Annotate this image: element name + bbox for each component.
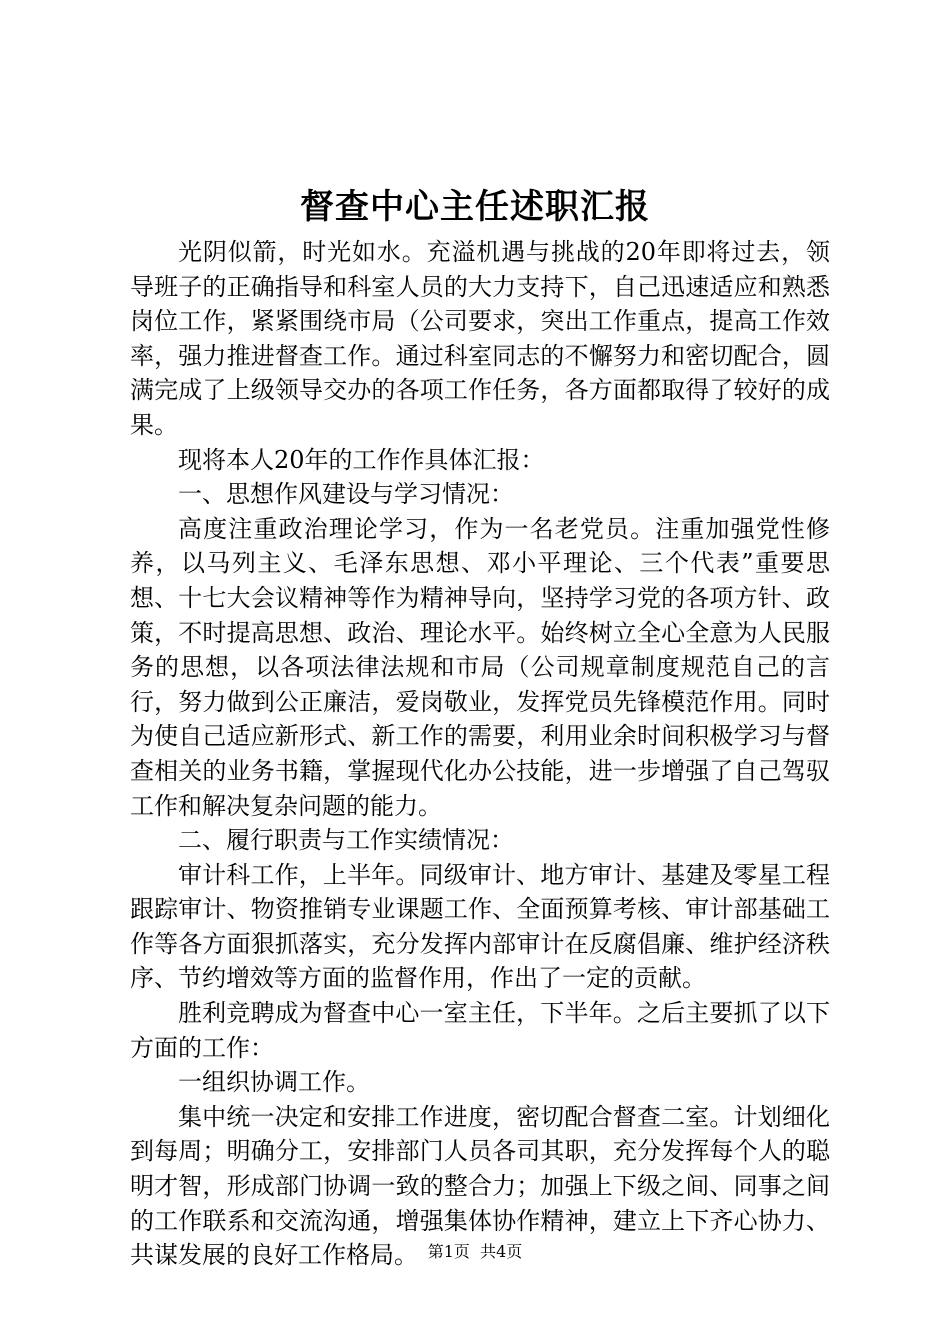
paragraph-study: 高度注重政治理论学习，作为一名老党员。注重加强党性修养，以马列主义、毛泽东思想、邓小平理论、三个代表”重要思想、十七大会议精神等作为精神导向，坚持学习党的各项方针、政策，不时提高思想、政治、理论水平。始终树立全心全意为人民服务的思想，以各项法律法规和市局（公司规章制度规范自己的言行，努力做到公正廉洁，爱岗敬业，发挥党员先锋模范作用。同时为使自己适应新形式、新工作的需要，利用业余时间积极学习与督查相关的业务书籍，掌握现代化办公技能，进一步增强了自己驾驭工作和解决复杂问题的能力。 bbox=[130, 514, 830, 820]
paragraph-intro: 光阴似箭，时光如水。充溢机遇与挑战的20年即将过去，领导班子的正确指导和科室人员的大力支持下，自己迅速适应和熟悉岗位工作，紧紧围绕市局（公司要求，突出工作重点，提高工作效率，强力推进督查工作。通过科室同志的不懈努力和密切配合，圆满完成了上级领导交办的各项工作任务，各方面都取得了较好的成果。 bbox=[130, 238, 830, 439]
section-heading-2: 二、履行职责与工作实绩情况： bbox=[178, 826, 514, 855]
paragraph-report-lead: 现将本人20年的工作作具体汇报： bbox=[178, 445, 545, 474]
document-body bbox=[130, 235, 830, 1273]
document-title: 督查中心主任述职汇报 bbox=[300, 187, 650, 227]
paragraph-audit-work: 审计科工作，上半年。同级审计、地方审计、基建及零星工程跟踪审计、物资推销专业课题工作、全面预算考核、审计部基础工作等各方面狠抓落实，充分发挥内部审计在反腐倡廉、维护经济秩序、节约增效等方面的监督作用，作出了一定的贡献。 bbox=[130, 860, 830, 993]
paragraph-coordination: 集中统一决定和安排工作进度，密切配合督查二室。计划细化到每周；明确分工，安排部门人员各司其职，充分发挥每个人的聪明才智，形成部门协调一致的整合力；加强上下级之间、同事之间的工作联系和交流沟通，增强集体协作精神，建立上下齐心协力、共谋发展的良好工作格局。 bbox=[130, 1102, 830, 1270]
page-number: 第1页 共4页 bbox=[427, 1242, 523, 1261]
subsection-heading-coordination: 一组织协调工作。 bbox=[178, 1068, 370, 1097]
page-footer bbox=[0, 1242, 950, 1262]
section-heading-1: 一、思想作风建设与学习情况： bbox=[178, 480, 514, 509]
paragraph-appointment: 胜利竞聘成为督查中心一室主任，下半年。之后主要抓了以下方面的工作： bbox=[130, 999, 830, 1062]
